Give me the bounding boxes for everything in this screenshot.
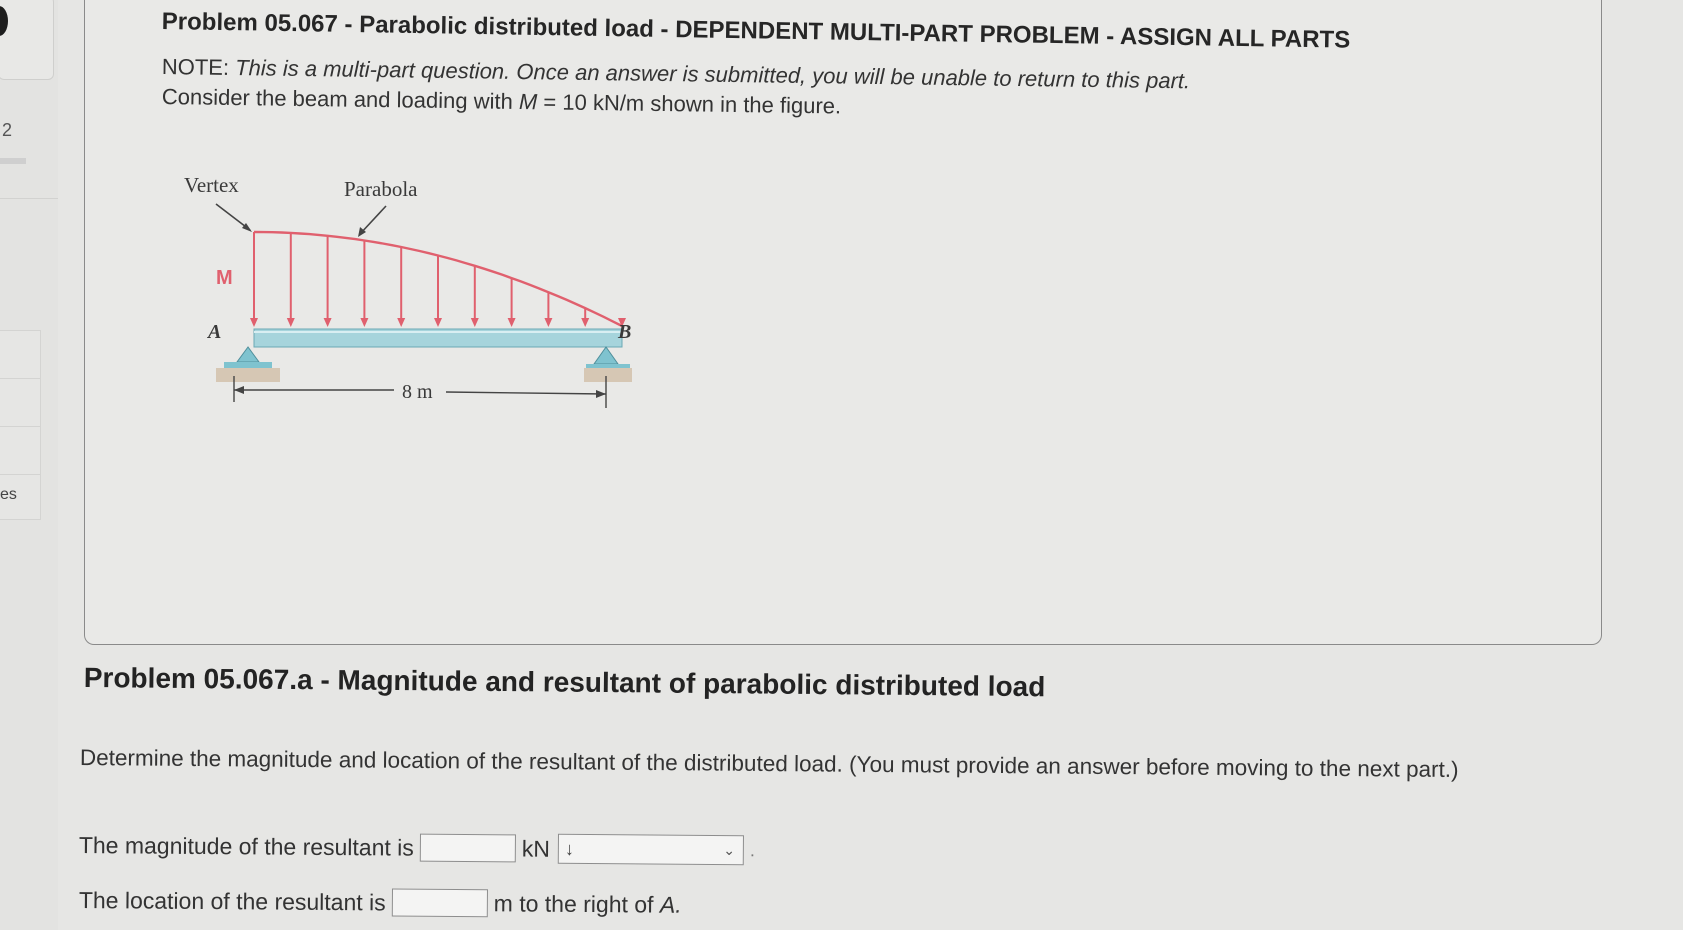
load-arrow-head: [287, 318, 295, 327]
consider-variable: M: [518, 88, 538, 115]
consider-suffix: shown in the figure.: [650, 90, 842, 119]
ground-b: [584, 368, 632, 382]
sidebar-cell[interactable]: [0, 378, 41, 428]
magnitude-label: The magnitude of the resultant is: [78, 831, 414, 861]
parabola-pointer: [360, 206, 386, 234]
note-prefix: NOTE:: [161, 54, 230, 80]
dimension-line-right: [446, 392, 606, 394]
load-arrow-head: [324, 318, 332, 327]
parabola-label: Parabola: [344, 177, 418, 201]
location-suffix-text: m to the right of: [493, 889, 654, 918]
sidebar-progress-mark: [0, 158, 26, 164]
sidebar-number[interactable]: 2: [2, 120, 13, 140]
load-arrow-head: [434, 318, 442, 327]
span-length-label: 8 m: [402, 381, 433, 403]
location-input[interactable]: [392, 888, 488, 917]
point-b-label: B: [618, 321, 632, 343]
load-arrow-head: [471, 318, 479, 327]
load-arrow-head: [397, 318, 405, 327]
load-arrow-head: [360, 318, 368, 327]
magnitude-input[interactable]: [420, 834, 516, 863]
note-text: This is a multi-part question. Once an answer is submitted, you will be unable to return to this part.: [235, 55, 1191, 94]
load-arrow-head: [250, 318, 258, 327]
load-arrow-head: [508, 318, 516, 327]
magnitude-answer-row: [79, 830, 755, 865]
problem-title: Problem 05.067 - Parabolic distributed load - DEPENDENT MULTI-PART PROBLEM - ASSIGN ALL PARTS: [161, 8, 1351, 54]
support-b-base: [586, 364, 630, 368]
magnitude-unit: kN: [521, 834, 551, 862]
support-a-base: [224, 362, 272, 368]
load-arrow-head: [581, 318, 589, 327]
location-suffix: [494, 890, 682, 918]
chevron-down-icon[interactable]: ⌄: [723, 841, 736, 858]
support-b: [594, 347, 618, 364]
dimension-arrow-left: [234, 386, 244, 394]
part-a-instruction: Determine the magnitude and location of the resultant of the distributed load. (You must provide an answer before moving to the next part.): [79, 744, 1459, 783]
location-reference-point: A.: [659, 891, 682, 918]
beam-loading-figure: [168, 166, 688, 446]
dimension-arrow-right: [596, 390, 606, 398]
sidebar-top-card[interactable]: [0, 0, 54, 80]
load-arrow-head: [544, 318, 552, 327]
left-sidebar: [0, 0, 58, 930]
ground-a: [216, 368, 280, 382]
sidebar-divider: [0, 198, 58, 199]
trailing-period: .: [749, 839, 756, 860]
location-answer-row: [79, 886, 682, 919]
location-label: The location of the resultant is: [78, 886, 386, 915]
consider-prefix: Consider the beam and loading with: [161, 84, 513, 114]
load-arrows: [250, 232, 626, 327]
direction-selected-value: ↓: [564, 838, 575, 859]
sidebar-label-fragment[interactable]: es: [0, 486, 17, 503]
direction-select[interactable]: [558, 834, 744, 865]
vertex-label: Vertex: [184, 173, 239, 197]
sidebar-cell[interactable]: [0, 426, 41, 476]
load-intensity-label: M: [216, 267, 233, 289]
consider-value: = 10 kN/m: [543, 89, 645, 116]
part-a-title: Problem 05.067.a - Magnitude and resultant of parabolic distributed load: [83, 662, 1046, 703]
support-a: [237, 347, 259, 362]
point-a-label: A: [208, 321, 222, 343]
sidebar-cell[interactable]: [0, 330, 41, 380]
